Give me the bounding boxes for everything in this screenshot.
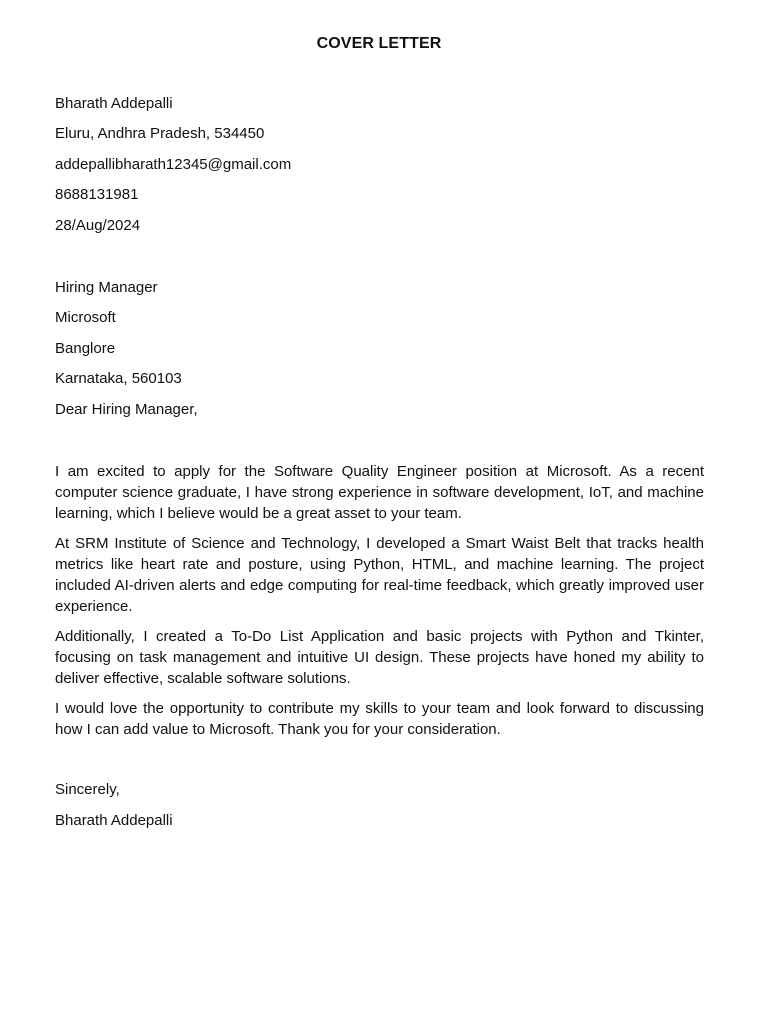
page-title: COVER LETTER bbox=[316, 35, 442, 52]
salutation: Dear Hiring Manager, bbox=[55, 401, 198, 418]
body-paragraph-4: I would love the opportunity to contribute my skills to your team and look forward to discussing how I can add value to Microsoft. Thank you for your consideration. bbox=[55, 700, 704, 738]
sender-email: addepallibharath12345@gmail.com bbox=[55, 156, 292, 173]
body-paragraph-2: At SRM Institute of Science and Technology, I developed a Smart Waist Belt that tracks health metrics like heart rate and posture, using Python, HTML, and machine learning. The project included AI-driven alerts and edge computing for real-time feedback, which greatly improved user experience. bbox=[55, 535, 704, 615]
sender-name: Bharath Addepalli bbox=[55, 95, 173, 112]
body-paragraph-3: Additionally, I created a To-Do List Application and basic projects with Python and Tkinter, focusing on task management and intuitive UI design. These projects have honed my ability to deliver effective, scalable software solutions. bbox=[55, 628, 704, 687]
recipient-state-zip: Karnataka, 560103 bbox=[55, 370, 182, 387]
body-paragraph-1: I am excited to apply for the Software Quality Engineer position at Microsoft. As a recent computer science graduate, I have strong experience in software development, IoT, and machine learning, which I believe would be a great asset to your team. bbox=[55, 463, 704, 522]
recipient-title: Hiring Manager bbox=[55, 279, 158, 296]
letter-date: 28/Aug/2024 bbox=[55, 217, 141, 234]
sender-phone: 8688131981 bbox=[55, 186, 139, 203]
recipient-city: Banglore bbox=[55, 340, 116, 357]
recipient-company: Microsoft bbox=[55, 309, 116, 326]
closing: Sincerely, bbox=[55, 781, 120, 798]
sender-address: Eluru, Andhra Pradesh, 534450 bbox=[55, 125, 265, 142]
signature-name: Bharath Addepalli bbox=[55, 812, 173, 829]
